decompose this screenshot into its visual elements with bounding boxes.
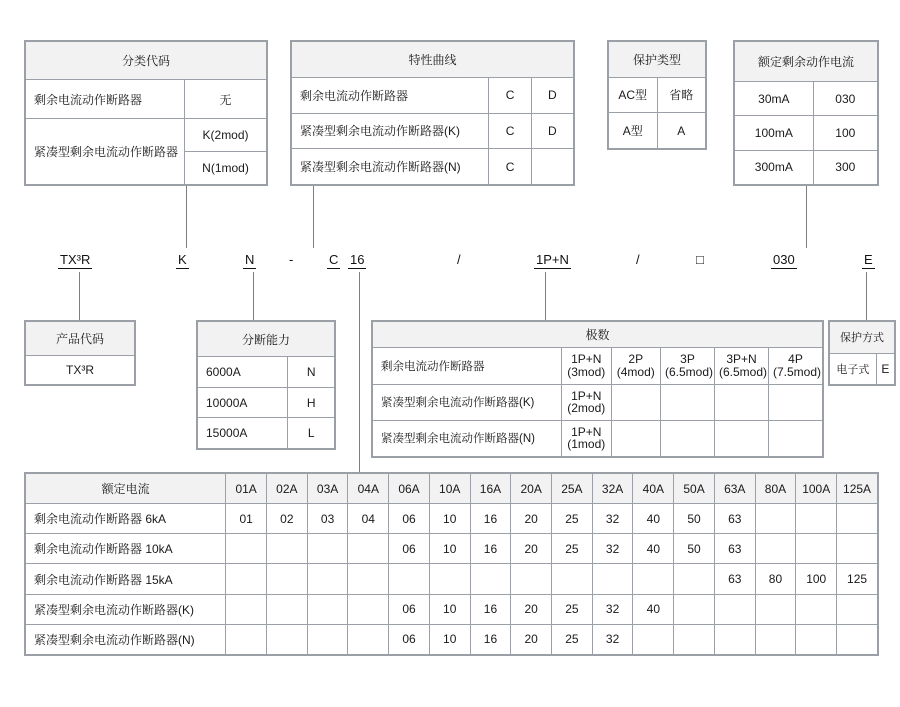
rated-current-cell: 20 (511, 594, 552, 624)
table-row (26, 624, 878, 654)
residual-current-panel (733, 40, 879, 186)
rated-current-cell (674, 624, 715, 654)
classification-row-value: K(2mod) (185, 118, 267, 151)
rated-current-cell: 02 (267, 504, 308, 534)
breaking-row-value: L (288, 418, 335, 449)
poles-col-top: 3P (680, 352, 695, 367)
poles-cell-empty (715, 384, 769, 420)
classification-row-label: 紧凑型剩余电流动作断路器 (26, 118, 185, 184)
rated-current-cell (796, 504, 837, 534)
breaking-capacity-table (197, 321, 335, 449)
product-code-value: TX³R (26, 355, 135, 384)
rated-current-col: 50A (674, 474, 715, 504)
rated-current-col: 80A (755, 474, 796, 504)
poles-col-bottom: (4mod) (616, 364, 655, 379)
poles-cell-k-bottom: (2mod) (567, 401, 606, 416)
protection-mode-value: E (876, 353, 894, 385)
poles-col-bottom: (3mod) (567, 364, 606, 379)
rated-current-cell: 125 (837, 564, 878, 594)
poles-row-label: 剩余电流动作断路器 (373, 348, 562, 384)
rated-current-cell: 20 (511, 534, 552, 564)
rated-current-cell: 16 (470, 594, 511, 624)
rated-current-cell: 32 (592, 504, 633, 534)
poles-cell-n-bottom: (1mod) (567, 437, 606, 452)
poles-cell-empty (769, 384, 823, 420)
residual-row-value: 030 (813, 81, 877, 115)
rated-current-cell: 63 (714, 504, 755, 534)
residual-row-label: 300mA (735, 150, 814, 184)
breaking-row-value: H (288, 387, 335, 418)
protection-type-title: 保护类型 (609, 42, 706, 78)
rated-current-cell (348, 594, 389, 624)
rated-current-row-label: 剩余电流动作断路器 10kA (26, 534, 226, 564)
poles-col-header (769, 348, 823, 384)
rated-current-col: 125A (837, 474, 878, 504)
rated-current-cell (470, 564, 511, 594)
rated-current-cell (714, 594, 755, 624)
rated-current-cell: 10 (429, 594, 470, 624)
classification-row-value: 无 (185, 80, 267, 118)
rated-current-cell: 32 (592, 624, 633, 654)
rated-current-cell: 50 (674, 504, 715, 534)
code-classification-2: N (245, 252, 255, 267)
rated-current-col: 100A (796, 474, 837, 504)
rated-current-col: 40A (633, 474, 674, 504)
poles-cell-empty (611, 420, 661, 456)
poles-cell-empty (611, 384, 661, 420)
poles-col-header (562, 348, 612, 384)
poles-col-top: 1P+N (571, 352, 602, 367)
rated-current-cell: 80 (755, 564, 796, 594)
rated-current-cell: 06 (389, 594, 430, 624)
rated-current-cell: 20 (511, 504, 552, 534)
rated-current-cell (837, 504, 878, 534)
residual-current-table (734, 41, 878, 185)
curve-row-label: 剩余电流动作断路器 (292, 77, 489, 113)
rated-current-row-label: 紧凑型剩余电流动作断路器(K) (26, 594, 226, 624)
rated-current-cell (267, 594, 308, 624)
rated-current-col: 02A (267, 474, 308, 504)
table-row (26, 594, 878, 624)
rated-current-cell (226, 534, 267, 564)
rated-current-cell (755, 534, 796, 564)
rated-current-cell: 40 (633, 594, 674, 624)
code-curve: C (329, 252, 339, 267)
classification-title: 分类代码 (26, 42, 267, 80)
rated-current-cell: 06 (389, 534, 430, 564)
residual-row-value: 100 (813, 116, 877, 150)
curve-table (291, 41, 574, 185)
rated-current-cell (633, 564, 674, 594)
code-classification: K (178, 252, 187, 267)
curve-row-c2: D (531, 77, 573, 113)
protection-row-value: A (657, 113, 706, 149)
table-header-row (26, 474, 878, 504)
rated-current-cell (837, 534, 878, 564)
leader-line-breaking (253, 272, 254, 320)
poles-cell-k-top: 1P+N (571, 388, 602, 403)
rated-current-cell (429, 564, 470, 594)
rated-current-cell (226, 594, 267, 624)
rated-current-cell (226, 624, 267, 654)
rated-current-cell: 10 (429, 534, 470, 564)
breaking-row-value: N (288, 357, 335, 388)
rated-current-cell: 63 (714, 564, 755, 594)
table-row (26, 534, 878, 564)
rated-current-cell (552, 564, 593, 594)
protection-row-value: 省略 (657, 77, 706, 113)
rated-current-cell (755, 504, 796, 534)
poles-cell-empty (661, 384, 715, 420)
rated-current-cell: 10 (429, 504, 470, 534)
classification-table (25, 41, 267, 185)
residual-current-title: 额定剩余动作电流 (735, 42, 878, 82)
code-dash: - (289, 252, 294, 267)
leader-line-protection-mode (866, 272, 867, 320)
protection-row-label: A型 (609, 113, 658, 149)
code-product: TX³R (60, 252, 91, 267)
rated-current-col: 63A (714, 474, 755, 504)
product-code-panel (24, 320, 136, 386)
rated-current-cell (267, 534, 308, 564)
poles-row-label: 紧凑型剩余电流动作断路器(K) (373, 384, 562, 420)
rated-current-col: 10A (429, 474, 470, 504)
rated-current-cell (674, 564, 715, 594)
leader-line-current-table (359, 272, 360, 474)
rated-current-cell: 16 (470, 534, 511, 564)
rated-current-cell: 06 (389, 504, 430, 534)
classification-row-label: 剩余电流动作断路器 (26, 80, 185, 118)
poles-cell-k (562, 384, 612, 420)
rated-current-col: 20A (511, 474, 552, 504)
poles-cell-empty (769, 420, 823, 456)
breaking-row-label: 10000A (198, 387, 288, 418)
rated-current-cell: 50 (674, 534, 715, 564)
classification-row-value: N(1mod) (185, 151, 267, 184)
code-slash-1: / (457, 252, 461, 267)
protection-type-table (608, 41, 706, 149)
poles-cell-empty (661, 420, 715, 456)
poles-cell-n-top: 1P+N (571, 424, 602, 439)
rated-current-cell: 25 (552, 504, 593, 534)
rated-current-cell (389, 564, 430, 594)
product-code-table (25, 321, 135, 385)
curve-row-label: 紧凑型剩余电流动作断路器(K) (292, 113, 489, 149)
rated-current-cell: 40 (633, 504, 674, 534)
rated-current-cell (307, 594, 348, 624)
rated-current-cell (592, 564, 633, 594)
breaking-capacity-panel (196, 320, 336, 450)
rated-current-cell: 16 (470, 624, 511, 654)
rated-current-header-label: 额定电流 (26, 474, 226, 504)
rated-current-col: 04A (348, 474, 389, 504)
poles-table (372, 321, 823, 457)
poles-cell-n (562, 420, 612, 456)
poles-col-top: 3P+N (726, 352, 757, 367)
rated-current-cell: 01 (226, 504, 267, 534)
rated-current-cell (796, 624, 837, 654)
poles-panel (371, 320, 824, 458)
rated-current-cell (796, 534, 837, 564)
code-protection: □ (696, 252, 704, 267)
poles-col-bottom: (7.5mod) (773, 364, 822, 379)
rated-current-col: 06A (389, 474, 430, 504)
leader-line-product-code (79, 272, 80, 320)
leader-line-poles (545, 272, 546, 320)
rated-current-cell (267, 564, 308, 594)
poles-col-bottom: (6.5mod) (719, 364, 768, 379)
rated-current-cell: 25 (552, 534, 593, 564)
rated-current-cell: 20 (511, 624, 552, 654)
leader-line-classification (186, 186, 187, 248)
rated-current-cell: 10 (429, 624, 470, 654)
poles-col-top: 4P (788, 352, 803, 367)
poles-title: 极数 (373, 322, 823, 348)
rated-current-cell: 63 (714, 534, 755, 564)
rated-current-cell: 16 (470, 504, 511, 534)
rated-current-cell (307, 564, 348, 594)
product-code-title: 产品代码 (26, 322, 135, 356)
code-slash-2: / (636, 252, 640, 267)
rated-current-cell (511, 564, 552, 594)
table-row (26, 564, 878, 594)
poles-col-header (611, 348, 661, 384)
rated-current-panel (24, 472, 879, 656)
residual-row-label: 100mA (735, 116, 814, 150)
classification-panel (24, 40, 268, 186)
rated-current-cell (755, 594, 796, 624)
code-protection-mode: E (864, 252, 873, 267)
rated-current-cell: 03 (307, 504, 348, 534)
protection-mode-title: 保护方式 (830, 322, 895, 354)
rated-current-cell: 04 (348, 504, 389, 534)
rated-current-col: 32A (592, 474, 633, 504)
rated-current-cell (348, 564, 389, 594)
rated-current-cell: 32 (592, 534, 633, 564)
rated-current-col: 16A (470, 474, 511, 504)
curve-row-c2: D (531, 113, 573, 149)
protection-mode-label: 电子式 (830, 353, 877, 385)
table-row (26, 504, 878, 534)
curve-panel (290, 40, 575, 186)
poles-col-header (715, 348, 769, 384)
rated-current-cell (674, 594, 715, 624)
residual-row-value: 300 (813, 150, 877, 184)
leader-line-residual (806, 186, 807, 248)
curve-row-c2 (531, 149, 573, 185)
rated-current-cell (633, 624, 674, 654)
leader-line-curve (313, 186, 314, 248)
curve-title: 特性曲线 (292, 42, 574, 78)
curve-row-c1: C (489, 113, 531, 149)
rated-current-table (25, 473, 878, 655)
rated-current-cell (267, 624, 308, 654)
rated-current-cell: 32 (592, 594, 633, 624)
rated-current-row-label: 剩余电流动作断路器 15kA (26, 564, 226, 594)
rated-current-cell (755, 624, 796, 654)
breaking-row-label: 15000A (198, 418, 288, 449)
rated-current-cell (307, 534, 348, 564)
code-residual: 030 (773, 252, 795, 267)
rated-current-cell: 06 (389, 624, 430, 654)
curve-row-c1: C (489, 77, 531, 113)
residual-row-label: 30mA (735, 81, 814, 115)
poles-row-label: 紧凑型剩余电流动作断路器(N) (373, 420, 562, 456)
curve-row-label: 紧凑型剩余电流动作断路器(N) (292, 149, 489, 185)
breaking-row-label: 6000A (198, 357, 288, 388)
poles-col-top: 2P (628, 352, 644, 367)
rated-current-cell (714, 624, 755, 654)
protection-mode-table (829, 321, 895, 385)
rated-current-row-label: 紧凑型剩余电流动作断路器(N) (26, 624, 226, 654)
curve-row-c1: C (489, 149, 531, 185)
rated-current-cell (307, 624, 348, 654)
poles-col-bottom: (6.5mod) (665, 364, 714, 379)
rated-current-cell: 25 (552, 594, 593, 624)
rated-current-cell (796, 594, 837, 624)
rated-current-cell (226, 564, 267, 594)
poles-cell-empty (715, 420, 769, 456)
protection-mode-panel (828, 320, 896, 386)
rated-current-cell (348, 534, 389, 564)
rated-current-cell: 100 (796, 564, 837, 594)
code-poles: 1P+N (536, 252, 569, 267)
protection-type-panel (607, 40, 707, 150)
breaking-capacity-title: 分断能力 (198, 322, 335, 357)
rated-current-cell (348, 624, 389, 654)
code-current: 16 (350, 252, 365, 267)
rated-current-col: 25A (552, 474, 593, 504)
rated-current-col: 03A (307, 474, 348, 504)
poles-col-header (661, 348, 715, 384)
rated-current-row-label: 剩余电流动作断路器 6kA (26, 504, 226, 534)
rated-current-cell: 40 (633, 534, 674, 564)
rated-current-cell (837, 594, 878, 624)
protection-row-label: AC型 (609, 77, 658, 113)
rated-current-col: 01A (226, 474, 267, 504)
rated-current-cell (837, 624, 878, 654)
rated-current-cell: 25 (552, 624, 593, 654)
